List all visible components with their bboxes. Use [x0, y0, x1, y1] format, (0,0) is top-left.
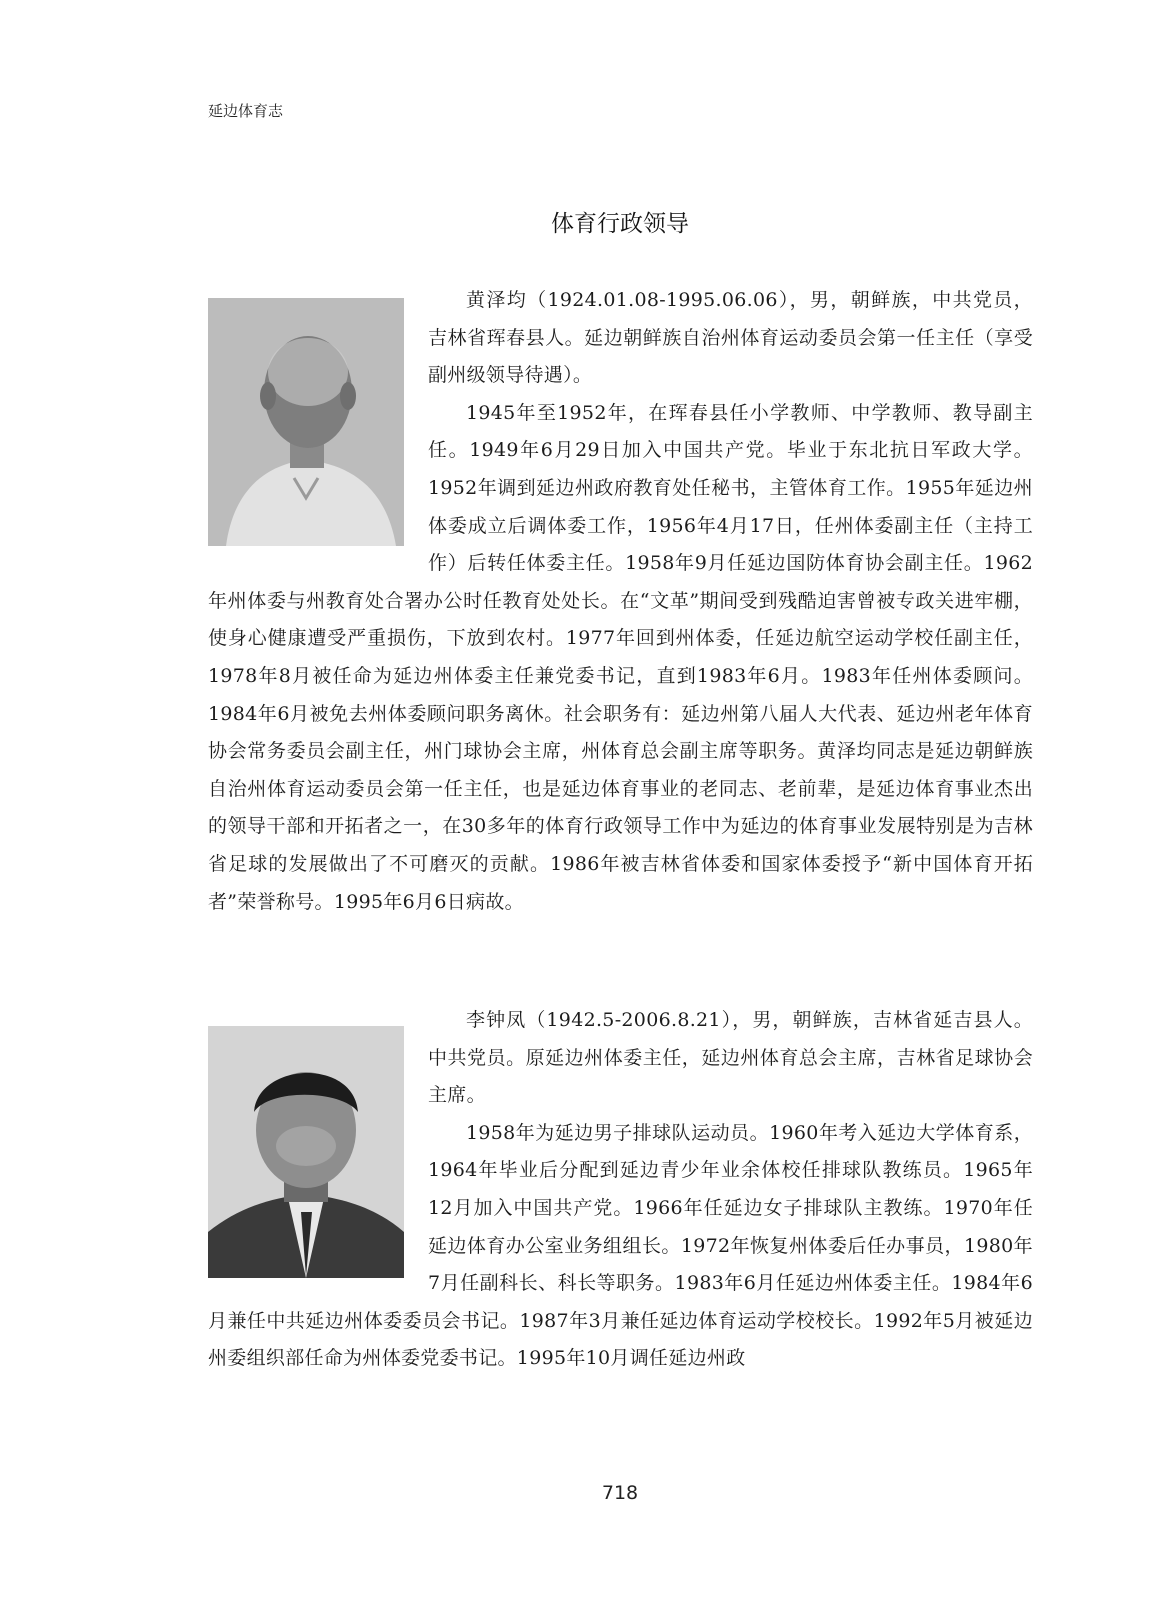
biography-entry [208, 1002, 1033, 1378]
section-title: 体育行政领导 [551, 211, 689, 237]
biography-entry [208, 282, 1033, 921]
biography-paragraph: 1958年为延边男子排球队运动员。1960年考入延边大学体育系，1964年毕业后分配到延边青少年业余体校任排球队教练员。1965年12月加入中国共产党。1966年任延边女子排球队主教练。1970年任延边体育办公室业务组组长。1972年恢复州体委后任办事员，1980年7月任副科长、科长等职务。1983年6月任延边州体委主任。1984年6月兼任中共延边州体委委员会书记。1987年3月兼任延边体育运动学校校长。1992年5月被延边州委组织部任命为州体委党委书记。1995年10月调任延边州政 [208, 1121, 1033, 1370]
biography-paragraph: 1945年至1952年，在珲春县任小学教师、中学教师、教导副主任。1949年6月29日加入中国共产党。毕业于东北抗日军政大学。1952年调到延边州政府教育处任秘书，主管体育工作。1955年延边州体委成立后调体委工作，1956年4月17日，任州体委副主任（主持工作）后转任体委主任。1958年9月任延边国防体育协会副主任。1962年州体委与州教育处合署办公时任教育处处长。在“文革”期间受到残酷迫害曾被专政关进牢棚，使身心健康遭受严重损伤，下放到农村。1977年回到州体委，任延边航空运动学校任副主任，1978年8月被任命为延边州体委主任兼党委书记，直到1983年6月。1983年任州体委顾问。1984年6月被免去州体委顾问职务离休。社会职务有：延边州第八届人大代表、延边州老年体育协会常务委员会副主任，州门球协会主席，州体育总会副主席等职务。黄泽均同志是延边朝鲜族自治州体育运动委员会第一任主任，也是延边体育事业的老同志、老前辈，是延边体育事业杰出的领导干部和开拓者之一，在30多年的体育行政领导工作中为延边的体育事业发展特别是为吉林省足球的发展做出了不可磨灭的贡献。1986年被吉林省体委和国家体委授予“新中国体育开拓者”荣誉称号。1995年6月6日病故。 [208, 401, 1033, 913]
portrait-drawing [208, 298, 404, 546]
biography-paragraph: 李钟凤（1942.5-2006.8.21），男，朝鲜族，吉林省延吉县人。中共党员。原延边州体委主任，延边州体育总会主席，吉林省足球协会主席。 [428, 1009, 1033, 1107]
portrait-drawing [208, 1026, 404, 1278]
page-number: 718 [601, 1482, 639, 1504]
portrait-photo-icon [208, 298, 404, 546]
biography-paragraph: 黄泽均（1924.01.08-1995.06.06），男，朝鲜族，中共党员，吉林省珲春县人。延边朝鲜族自治州体育运动委员会第一任主任（享受副州级领导待遇）。 [428, 289, 1033, 387]
portrait-photo-icon [208, 1026, 404, 1278]
running-head: 延边体育志 [208, 102, 284, 120]
